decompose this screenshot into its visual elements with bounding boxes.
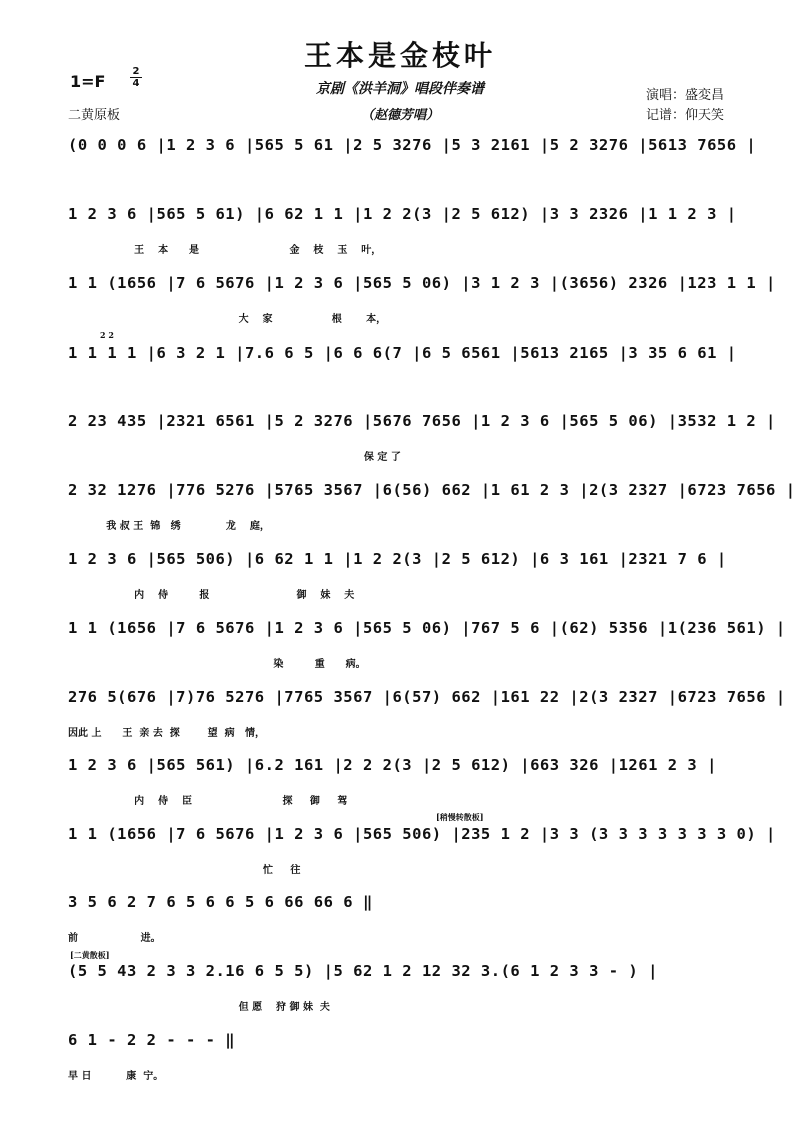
score-line-2: 1 2 3 6 |565 5 61) |6 62 1 1 |1 2 2(3 |2 5 612) |3 3 2326 |1 1 2 3 | xyxy=(68,205,737,223)
score-line-1: (0 0 0 6 |1 2 3 6 |565 5 61 |2 5 3276 |5 3 2161 |5 2 3276 |5613 7656 | xyxy=(68,136,757,154)
tempo-change-mark: [稍慢转散板] xyxy=(436,812,484,822)
lyric-line-11: 忙 往 xyxy=(68,865,301,876)
grace-notes: 2 2 xyxy=(100,330,114,340)
score-line-13: (5 5 43 2 3 3 2.16 6 5 5) |5 62 1 2 12 32 3.(6 1 2 3 3 - ) | xyxy=(68,962,658,980)
score-subtitle: 京剧《洪羊洞》唱段伴奏谱 xyxy=(316,81,484,97)
score-line-3: 1 1 (1656 |7 6 5676 |1 2 3 6 |565 5 06) |3 1 2 3 |(3656) 2326 |123 1 1 | xyxy=(68,274,776,292)
score-line-6: 2 32 1276 |776 5276 |5765 3567 |6(56) 662 |1 61 2 3 |2(3 2327 |6723 7656 | xyxy=(68,481,796,499)
lyric-line-3: 大 家 根 本， xyxy=(68,314,387,325)
score-line-14: 6 1 - 2 2 - - - ‖ xyxy=(68,1031,236,1049)
singer-label: （赵德芳唱） xyxy=(360,108,439,123)
key-signature: 1=F xyxy=(70,72,106,91)
score-line-10: 1 2 3 6 |565 561) |6.2 161 |2 2 2(3 |2 5 612) |663 326 |1261 2 3 | xyxy=(68,756,717,774)
lyric-line-7: 内 侍 报 御 妹 夫 xyxy=(68,590,355,601)
lyric-line-10: 内 侍 臣 探 御 驾 xyxy=(68,796,348,807)
lyric-line-9: 因此 上 王 亲 去 探 望 病 情， xyxy=(68,728,266,739)
score-line-12: 3 5 6 2 7 6 5 6 6 5 6 66 66 6 ‖ xyxy=(68,893,373,911)
score-line-9: 276 5(676 |7)76 5276 |7765 3567 |6(57) 662 |161 22 |2(3 2327 |6723 7656 | xyxy=(68,688,786,706)
time-signature-top: 2 xyxy=(132,66,140,77)
lyric-line-13: 但 愿 狩 御 妹 夫 xyxy=(68,1002,330,1013)
performer-credit: 演唱：盛変昌 xyxy=(646,88,725,103)
score-line-7: 1 2 3 6 |565 506) |6 62 1 1 |1 2 2(3 |2 5 612) |6 3 161 |2321 7 6 | xyxy=(68,550,727,568)
lyric-line-8: 染 重 病。 xyxy=(68,659,366,670)
score-line-4: 1 1 1 1 |6 3 2 1 |7.6 6 5 |6 6 6(7 |6 5 6561 |5613 2165 |3 35 6 61 | xyxy=(68,344,737,362)
lyric-line-6: 我 叔 王 锦 绣 龙 庭， xyxy=(68,521,270,532)
section-change-mark: [二黄散板] xyxy=(70,950,110,960)
lyric-line-5: 保 定 了 xyxy=(68,452,401,463)
time-signature-bottom: 4 xyxy=(130,77,142,89)
score-line-5: 2 23 435 |2321 6561 |5 2 3276 |5676 7656 |1 2 3 6 |565 5 06) |3532 1 2 | xyxy=(68,412,776,430)
lyric-line-14: 早 日 康 宁。 xyxy=(68,1071,164,1082)
lyric-line-2: 王 本 是 金 枝 玉 叶， xyxy=(68,245,382,256)
notator-credit: 记谱：仰天笑 xyxy=(646,108,725,123)
score-line-11: 1 1 (1656 |7 6 5676 |1 2 3 6 |565 506) |235 1 2 |3 3 (3 3 3 3 3 3 3 0) | xyxy=(68,825,776,843)
score-line-8: 1 1 (1656 |7 6 5676 |1 2 3 6 |565 5 06) |767 5 6 |(62) 5356 |1(236 561) | xyxy=(68,619,786,637)
score-title: 王本是金枝叶 xyxy=(303,39,496,72)
mode-label: 二黄原板 xyxy=(68,108,121,123)
lyric-line-12: 前 进。 xyxy=(68,933,161,944)
